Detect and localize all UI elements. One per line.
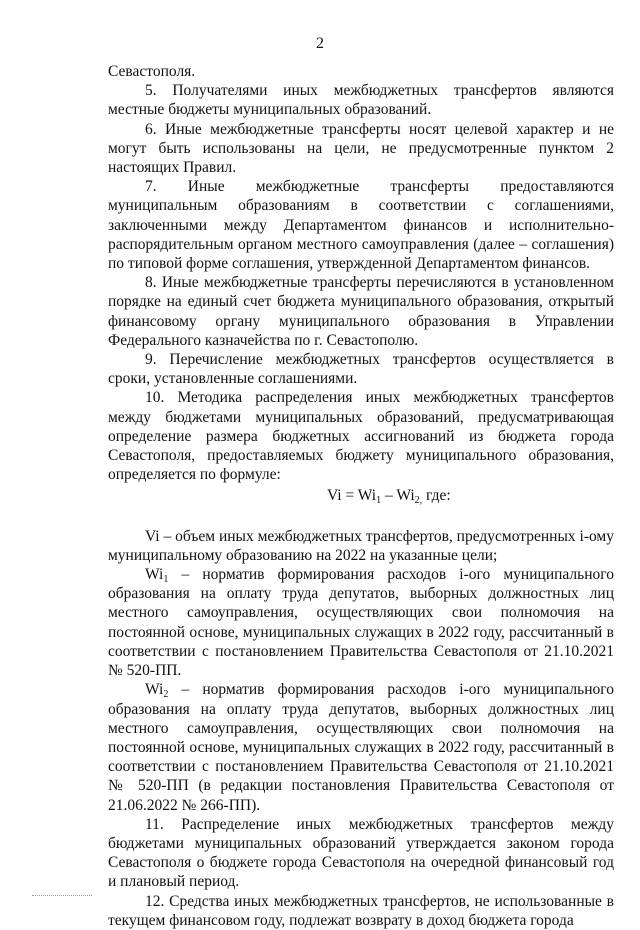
formula-part-a: Vi = Wi [327, 487, 377, 505]
paragraph-10: 10. Методика распределения иных межбюджетных трансфертов между бюджетами муниципальных образований, предусматривающая определение размера бюджетных ассигнований из бюджета города Севастополя, предоставляемых бюджету муниципального образования, определяется по формуле: [108, 389, 614, 484]
wi2-symbol: Wi [145, 681, 164, 699]
definition-wi1 [108, 565, 614, 680]
formula [108, 486, 614, 505]
definition-wi2 [108, 680, 614, 814]
formula-part-b: – Wi [381, 487, 415, 505]
wi2-subscript: 2 [163, 689, 169, 701]
wi2-text: – норматив формирования расходов i-ого муниципального образования на оплату труда депутатов, выборных должностных лиц местного самоуправления, осуществляющих свои полномочия на постоянной основе, муниципальных служащих в 2022 году, рассчитанный в соответствии с постановлением Правительства Севастополя от 21.10.2021 № 520-ПП (в редакции постановления Правительства Севастополя от 21.06.2022 № 266-ПП). [108, 681, 614, 814]
paragraph-5: 5. Получателями иных межбюджетных трансфертов являются местные бюджеты муниципальных образований. [108, 82, 614, 119]
paragraph-8: 8. Иные межбюджетные трансферты перечисляются в установленном порядке на единый счет бюджета муниципального образования, открытый финансовому органу муниципального образования в Управлении Федерального казначейства по г. Севастополю. [108, 274, 614, 349]
formula-part-c: где: [422, 487, 451, 505]
paragraph-7: 7. Иные межбюджетные трансферты предоставляются муниципальным образованиям в соответствии с соглашениями, заключенными между Департаментом финансов и исполнительно-распорядительным органом местного самоуправления (далее – соглашения) по типовой форме соглашения, утвержденной Департаментом финансов. [108, 178, 614, 273]
paragraph-12: 12. Средства иных межбюджетных трансфертов, не использованные в текущем финансовом году, подлежат возврату в доход бюджета города [108, 892, 614, 929]
formula-sub-2: 2, [414, 495, 423, 507]
page-number: 2 [316, 35, 324, 52]
wi1-symbol: Wi [145, 566, 164, 584]
document-body [108, 62, 614, 930]
paragraph-6: 6. Иные межбюджетные трансферты носят целевой характер и не могут быть использованы на цели, не предусмотренные пунктом 2 настоящих Правил. [108, 120, 614, 177]
wi1-subscript: 1 [163, 574, 169, 586]
formula-sub-1: 1 [376, 495, 382, 507]
scan-artifact [32, 895, 92, 899]
definition-vi: Vi – объем иных межбюджетных трансфертов, предусмотренных i-ому муниципальному образованию на 2022 на указанные цели; [108, 527, 614, 564]
paragraph-continuation: Севастополя. [108, 63, 196, 80]
paragraph-11: 11. Распределение иных межбюджетных трансфертов между бюджетами муниципальных образований утверждается законом города Севастополя о бюджете города Севастополя на очередной финансовый год и плановый период. [108, 815, 614, 891]
paragraph-9: 9. Перечисление межбюджетных трансфертов осуществляется в сроки, установленные соглашениями. [108, 351, 614, 388]
wi1-text: – норматив формирования расходов i-ого муниципального образования на оплату труда депутатов, выборных должностных лиц местного самоуправления, осуществляющих свои полномочия на постоянной основе, муниципальных служащих в 2022 году, рассчитанный в соответствии с постановлением Правительства Севастополя от 21.10.2021 № 520-ПП. [108, 566, 614, 680]
